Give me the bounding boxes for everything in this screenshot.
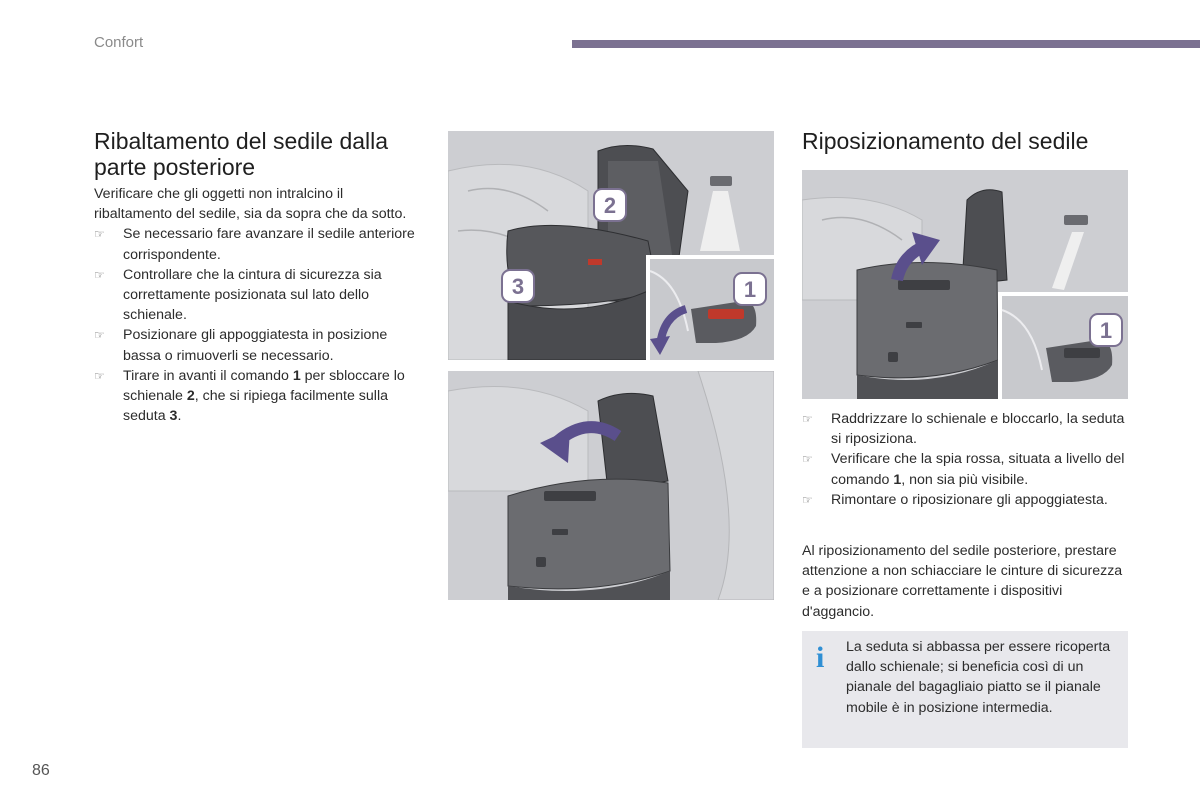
left-bullet-list	[94, 224, 424, 426]
callout-1: 1	[1099, 318, 1113, 343]
right-bullet-item	[802, 449, 1132, 489]
left-intro: Verificare che gli oggetti non intralcino il ribaltamento del sedile, sia da sopra che da sotto.	[94, 186, 407, 223]
text-run: Tirare in avanti il comando	[123, 367, 293, 384]
info-icon: i	[816, 641, 825, 674]
left-bullet-item: ☞ Posizionare gli appoggiatesta in posizione bassa o rimuoverli se necessario.	[94, 325, 424, 365]
section-label: Confort	[94, 34, 144, 51]
illustration-reposition-seat	[802, 170, 1128, 399]
left-bullet-item	[94, 366, 424, 427]
illustration-seat-folded	[448, 371, 774, 600]
callout-1: 1	[743, 277, 757, 302]
page-number: 86	[32, 762, 50, 779]
info-text: La seduta si abbassa per essere ricoperta dallo schienale; si beneficia così di un pianale del bagagliaio piatto se il pianale mobile è in posizione intermedia.	[846, 639, 1111, 716]
left-bullet-item: ☞ Se necessario fare avanzare il sedile anteriore corrispondente.	[94, 224, 424, 264]
callout-2-icon	[594, 189, 626, 221]
bold-ref: 2	[186, 388, 195, 405]
text-run: per sbloccare lo schienale	[123, 367, 405, 405]
text-run: , non sia più visibile.	[901, 471, 1029, 488]
callout-3-icon	[502, 270, 534, 302]
left-text-block	[94, 184, 424, 426]
right-bullet-list	[802, 409, 1132, 510]
callout-2: 2	[603, 193, 617, 218]
info-box	[802, 631, 1128, 748]
illustration-fold-seat	[448, 131, 774, 360]
bold-ref: 1	[292, 367, 301, 384]
callout-3: 3	[511, 274, 525, 299]
callout-1-icon	[734, 273, 766, 305]
left-bullet-item: ☞ Controllare che la cintura di sicurezza sia correttamente posizionata sul lato dello schienale.	[94, 265, 424, 326]
text-run: .	[177, 408, 182, 425]
callout-1-icon	[1090, 314, 1122, 346]
bold-ref: 3	[169, 408, 178, 425]
right-bullet-item: ☞ Rimontare o riposizionare gli appoggiatesta.	[802, 490, 1132, 510]
right-title: Riposizionamento del sedile	[802, 128, 1089, 154]
text-run: , che si ripiega facilmente sulla seduta	[123, 388, 388, 425]
right-bullet-item: ☞ Raddrizzare lo schienale e bloccarlo, la seduta si riposiziona.	[802, 409, 1132, 449]
header-accent-bar	[572, 40, 1200, 48]
left-title: Ribaltamento del sedile dalla parte posteriore	[94, 128, 389, 180]
text-run: Verificare che la spia rossa, situata a livello del comando	[831, 451, 1125, 488]
right-paragraph: Al riposizionamento del sedile posteriore, prestare attenzione a non schiacciare le cinture di sicurezza e a posizionare correttamente i dispositivi d'aggancio.	[802, 543, 1123, 620]
bold-ref: 1	[893, 471, 902, 488]
